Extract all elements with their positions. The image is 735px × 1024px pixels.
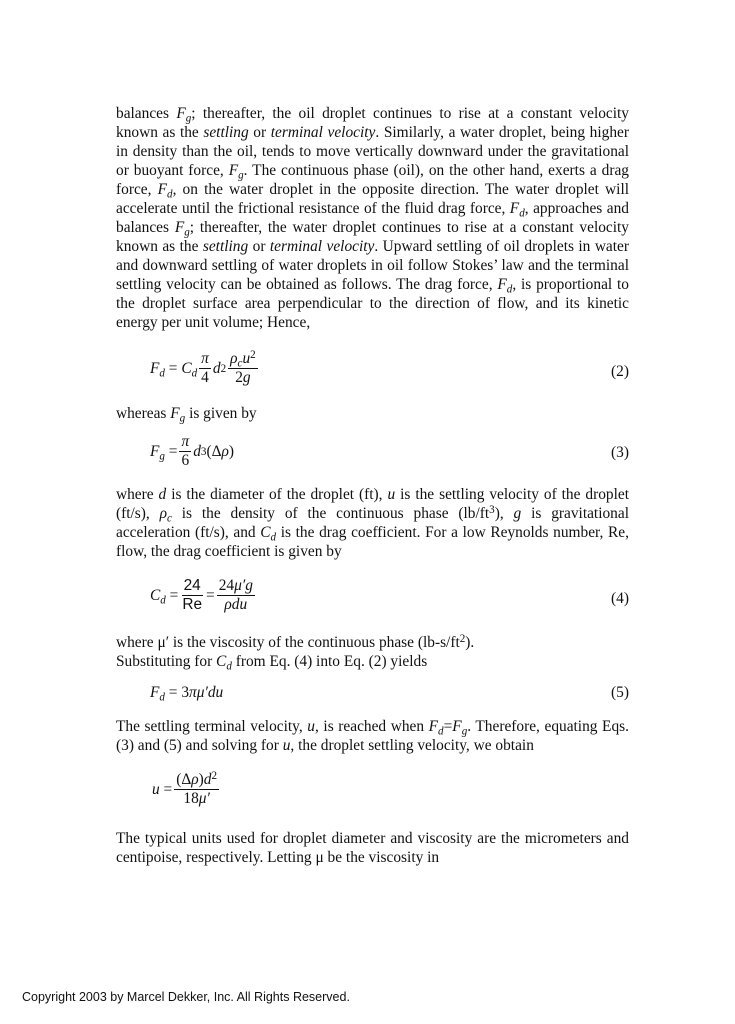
paragraph-4: where μ′ is the viscosity of the continuous phase $(lb-s/ft^2)$. Substituting for $C_d$ from Eq. (4) into Eq. (2) yields xyxy=(116,633,475,673)
paragraph-2: whereas $F_g$ is given by xyxy=(116,405,257,425)
paragraph-1: balances $F_g$; thereafter, the oil droplet continues to rise at a constant velocity known as the settling or terminal velocity. Similarly, a water droplet, being higher in density than the oil, tends to move vertically downward under the gravitational or buoyant force, $F_g$. The continuous phase (oil), on the other hand, exerts a drag force, $F_d$, on the water droplet in the opposite direction. The water droplet will accelerate until the frictional resistance of the fluid drag force, $F_d$, approaches and balances $F_g$; thereafter, the water droplet continues to rise at a constant velocity known as the settling or terminal velocity. Upward settling of oil droplets in water and downward settling of water droplets in oil follow Stokes’ law and the terminal settling velocity can be obtained as follows. The drag force, $F_d$, is proportional to the droplet surface area perpendicular to the direction of flow, and its kinetic energy per unit volume; Hence, xyxy=(116,105,630,331)
equation-3: $F_g$ = $\frac{\pi}{6}$ d 3 (Δ ρ ) (3) xyxy=(150,433,629,469)
equation-2: $F_d$ = $C_d$ $\frac{\pi}{4}$ d 2 $\frac{\rho_cu^2}{2g}$ (2) xyxy=(150,349,629,386)
paragraph-5: The settling terminal velocity, u, is reached when $F_d=F_g$. Therefore, equating Eqs. (3) and (5) and solving for u, the droplet settling velocity, we obtain xyxy=(116,718,629,754)
equation-number: (2) xyxy=(611,363,629,380)
paragraph-3: where d is the diameter of the droplet (ft), u is the settling velocity of the droplet (ft/s), $\rho_c$ is the density of the continuous phase $(lb/ft^3)$, g is gravitational acceleration (ft/s), and $C_d$ is the drag coefficient. For a low Reynolds number, Re, flow, the drag coefficient is given by xyxy=(116,486,629,560)
equation-number: (3) xyxy=(611,444,629,461)
copyright-footer: Copyright 2003 by Marcel Dekker, Inc. All Rights Reserved. xyxy=(22,990,350,1004)
equation-5: $F_d$ = 3 πμ′du (5) xyxy=(150,684,629,704)
paragraph-6: The typical units used for droplet diameter and viscosity are the micrometers and centipoise, respectively. Letting μ be the viscosity in xyxy=(116,830,629,866)
page-body xyxy=(116,104,629,867)
equation-4: $C_d$ = $\frac{24}{Re}$ = $\frac{24\mu'g}{\text{ρdu}}$ (4) xyxy=(150,577,629,613)
equation-number: (5) xyxy=(611,684,629,701)
equation-6: u = $\frac{(\Delta\rho)d^2}{18\mu'}$ xyxy=(152,770,218,807)
equation-number: (4) xyxy=(611,590,629,607)
